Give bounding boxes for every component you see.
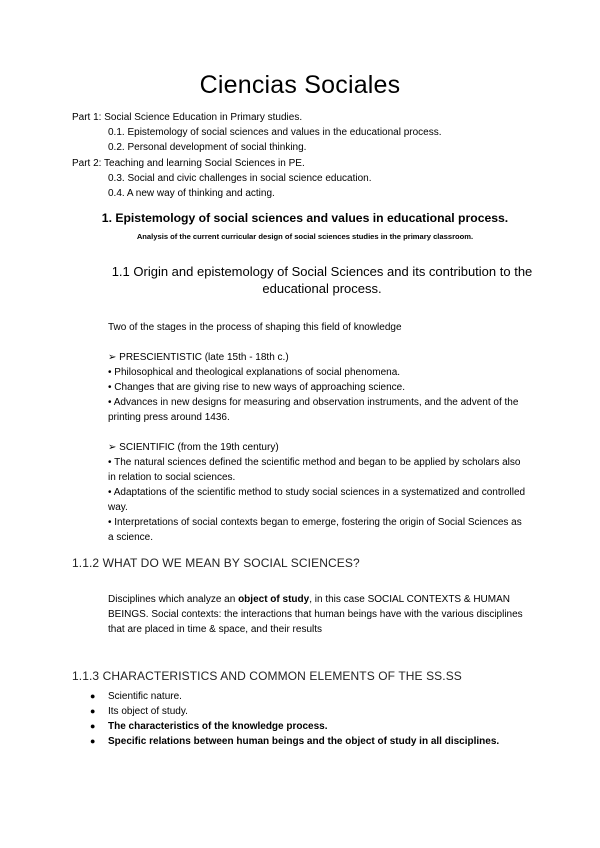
social-sciences-definition bbox=[108, 592, 528, 637]
scientific-point: • Interpretations of social contexts began to emerge, fostering the origin of Social Sciences as a science. bbox=[108, 517, 522, 543]
prescientific-point: • Philosophical and theological explanations of social phenomena. bbox=[108, 367, 401, 378]
object-of-study-term: object of study bbox=[238, 594, 310, 605]
section-1-subheading: Analysis of the current curricular design of social sciences studies in the primary classroom. bbox=[136, 232, 474, 241]
toc-part-1: Part 1: Social Science Education in Primary studies. bbox=[72, 112, 303, 123]
section-1-1-2-heading: 1.1.2 WHAT DO WE MEAN BY SOCIAL SCIENCES? bbox=[72, 556, 360, 570]
bullet-icon: ● bbox=[90, 691, 96, 701]
stages-intro: Two of the stages in the process of shaping this field of knowledge bbox=[108, 322, 402, 333]
section-1-heading: 1. Epistemology of social sciences and values in educational process. bbox=[101, 211, 509, 225]
prescientific-point: • Changes that are giving rise to new ways of approaching science. bbox=[108, 382, 406, 393]
toc-item-0-3: 0.3. Social and civic challenges in social science education. bbox=[108, 172, 372, 184]
bullet-icon: ● bbox=[90, 706, 96, 716]
scientific-point: • Adaptations of the scientific method to study social sciences in a systematized and controlled way. bbox=[108, 487, 526, 513]
list-item: ● The characteristics of the knowledge process. bbox=[90, 721, 328, 732]
characteristics-list bbox=[90, 689, 530, 749]
list-item: ● Scientific nature. bbox=[90, 691, 182, 702]
document-title: Ciencias Sociales bbox=[199, 71, 401, 99]
list-item: ● Specific relations between human beings and the object of study in all disciplines. bbox=[90, 736, 500, 747]
scientific-title: ➢ SCIENTIFIC (from the 19th century) bbox=[108, 442, 279, 453]
bullet-icon: ● bbox=[90, 721, 96, 731]
section-1-1-heading: 1.1 Origin and epistemology of Social Sciences and its contribution to the educational process. bbox=[111, 264, 533, 296]
list-item: ● Its object of study. bbox=[90, 706, 188, 717]
section-1-1-2-body bbox=[108, 592, 528, 637]
toc-part-2: Part 2: Teaching and learning Social Sciences in PE. bbox=[72, 157, 305, 169]
toc-item-0-1: 0.1. Epistemology of social sciences and values in the educational process. bbox=[108, 127, 442, 139]
table-of-contents bbox=[72, 110, 442, 201]
prescientific-point: • Advances in new designs for measuring and observation instruments, and the advent of the printing press around 1436. bbox=[108, 397, 519, 423]
toc-item-0-2: 0.2. Personal development of social thinking. bbox=[108, 142, 307, 154]
scientific-point: • The natural sciences defined the scientific method and began to be applied by scholars also in relation to social sciences. bbox=[108, 457, 521, 483]
section-1-1-3-heading: 1.1.3 CHARACTERISTICS AND COMMON ELEMENTS OF THE SS.SS bbox=[72, 669, 462, 683]
definition-text-after: , in this case SOCIAL CONTEXTS & HUMAN BEINGS. Social contexts: the interactions that human beings have with the various disciplines that are placed in time & space, and their results bbox=[108, 594, 523, 635]
prescientific-title: ➢ PRESCIENTISTIC (late 15th - 18th c.) bbox=[108, 352, 289, 363]
definition-text-before: Disciplines which analyze an bbox=[108, 594, 239, 605]
bullet-icon: ● bbox=[90, 736, 96, 746]
toc-item-0-4: 0.4. A new way of thinking and acting. bbox=[108, 188, 275, 200]
section-1-1-body bbox=[108, 320, 528, 545]
